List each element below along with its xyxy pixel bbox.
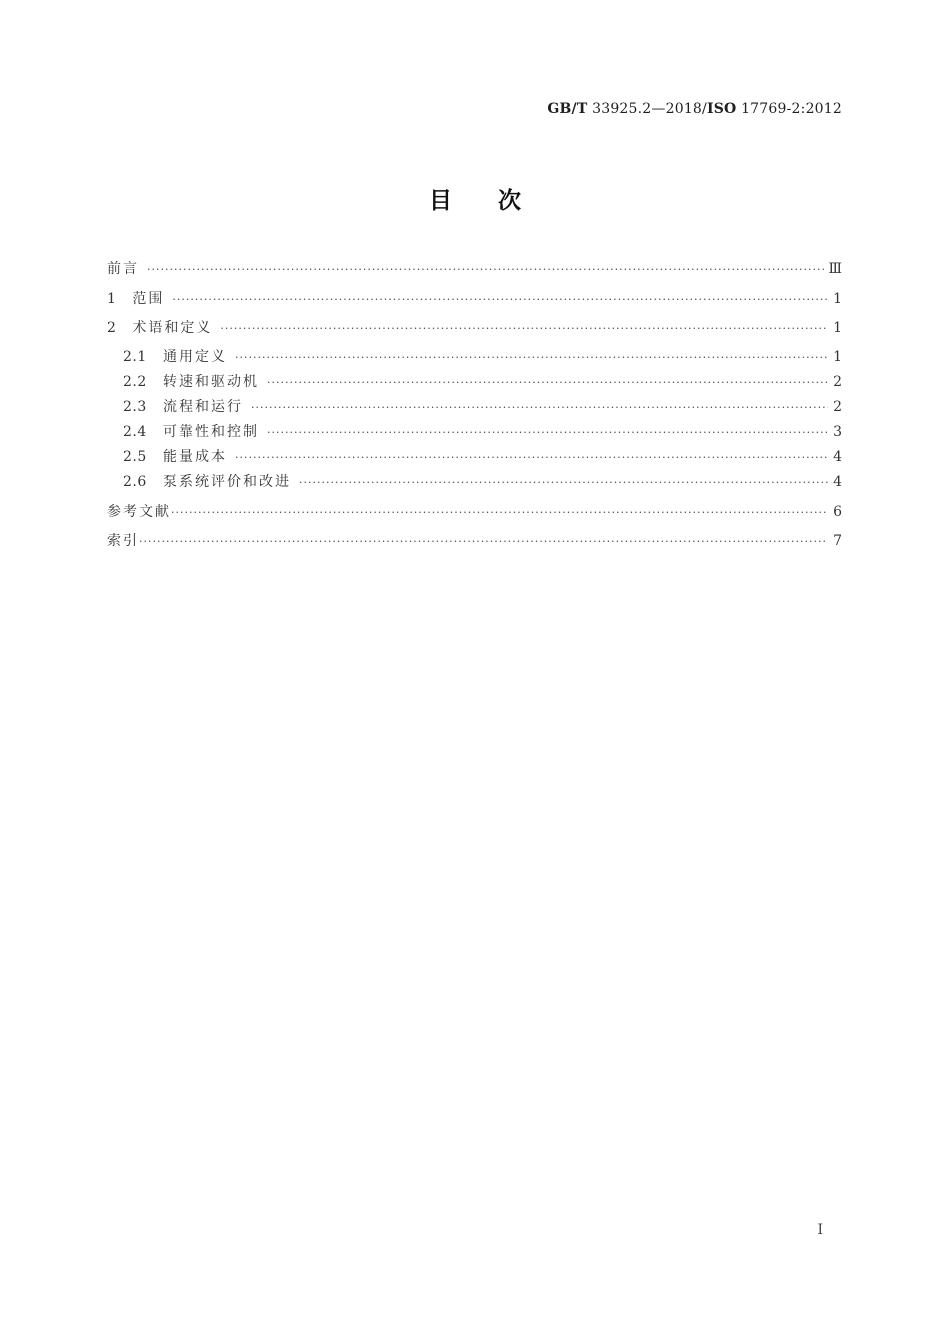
toc-entry-label: 参考文献 xyxy=(107,504,171,520)
standard-number: 33925.2—2018/ xyxy=(592,101,707,117)
toc-leader-dots xyxy=(235,451,828,464)
toc-entry-scope[interactable] xyxy=(107,288,842,312)
toc-entry-page: 1 xyxy=(833,349,842,365)
toc-leader-dots xyxy=(220,322,828,335)
toc-leader-dots xyxy=(139,535,828,548)
toc-entry-number: 2.4 xyxy=(123,424,147,440)
toc-entry-2-6[interactable] xyxy=(123,471,842,495)
toc-entry-page: 2 xyxy=(833,374,842,390)
toc-entry-page: 6 xyxy=(833,504,842,520)
toc-leader-dots xyxy=(172,293,828,306)
toc-leader-dots xyxy=(267,426,828,439)
toc-leader-dots xyxy=(171,506,828,519)
toc-entry-label: 术语和定义 xyxy=(132,320,213,336)
toc-entry-2-5[interactable] xyxy=(123,446,842,470)
toc-entry-label: 范围 xyxy=(132,291,165,307)
toc-entry-number: 2 xyxy=(107,320,117,336)
toc-entry-page: 1 xyxy=(833,320,842,336)
toc-entry-label: 能量成本 xyxy=(163,449,227,465)
toc-entry-page: 7 xyxy=(833,533,842,549)
toc-leader-dots xyxy=(147,263,824,276)
toc-entry-bibliography[interactable] xyxy=(107,501,842,525)
toc-entry-page: 4 xyxy=(833,474,842,490)
toc-entry-number: 2.5 xyxy=(123,449,147,465)
toc-entry-number: 2.6 xyxy=(123,474,147,490)
toc-entry-foreword[interactable] xyxy=(107,258,842,282)
toc-entry-page: 1 xyxy=(833,291,842,307)
iso-number: 17769-2:2012 xyxy=(741,101,842,117)
page-number: I xyxy=(817,1222,823,1238)
standard-code-header xyxy=(547,101,842,117)
toc-entry-2-4[interactable] xyxy=(123,421,842,445)
toc-entry-label: 通用定义 xyxy=(163,349,227,365)
toc-entry-number: 2.3 xyxy=(123,399,147,415)
toc-entry-2-1[interactable] xyxy=(123,346,842,370)
toc-entry-number: 2.2 xyxy=(123,374,147,390)
toc-leader-dots xyxy=(235,351,828,364)
toc-entry-2-2[interactable] xyxy=(123,371,842,395)
toc-leader-dots xyxy=(267,376,828,389)
toc-entry-index[interactable] xyxy=(107,530,842,554)
toc-entry-number: 1 xyxy=(107,291,117,307)
toc-entry-label: 索引 xyxy=(107,533,139,549)
page-title: 目次 xyxy=(429,188,567,214)
toc-entry-label: 泵系统评价和改进 xyxy=(163,474,291,490)
toc-entry-page: Ⅲ xyxy=(828,261,842,277)
toc-entry-page: 4 xyxy=(833,449,842,465)
toc-entry-label: 转速和驱动机 xyxy=(163,374,259,390)
toc-leader-dots xyxy=(251,401,828,414)
toc-entry-label: 流程和运行 xyxy=(163,399,243,415)
toc-entry-terms[interactable] xyxy=(107,317,842,341)
toc-entry-page: 3 xyxy=(833,424,842,440)
toc-entry-2-3[interactable] xyxy=(123,396,842,420)
toc-leader-dots xyxy=(299,476,828,489)
toc-entry-label: 可靠性和控制 xyxy=(163,424,259,440)
toc-entry-number: 2.1 xyxy=(123,349,147,365)
iso-prefix: ISO xyxy=(706,101,737,117)
standard-prefix: GB/T xyxy=(547,101,588,117)
toc-entry-page: 2 xyxy=(833,399,842,415)
toc-entry-label: 前言 xyxy=(107,261,139,277)
